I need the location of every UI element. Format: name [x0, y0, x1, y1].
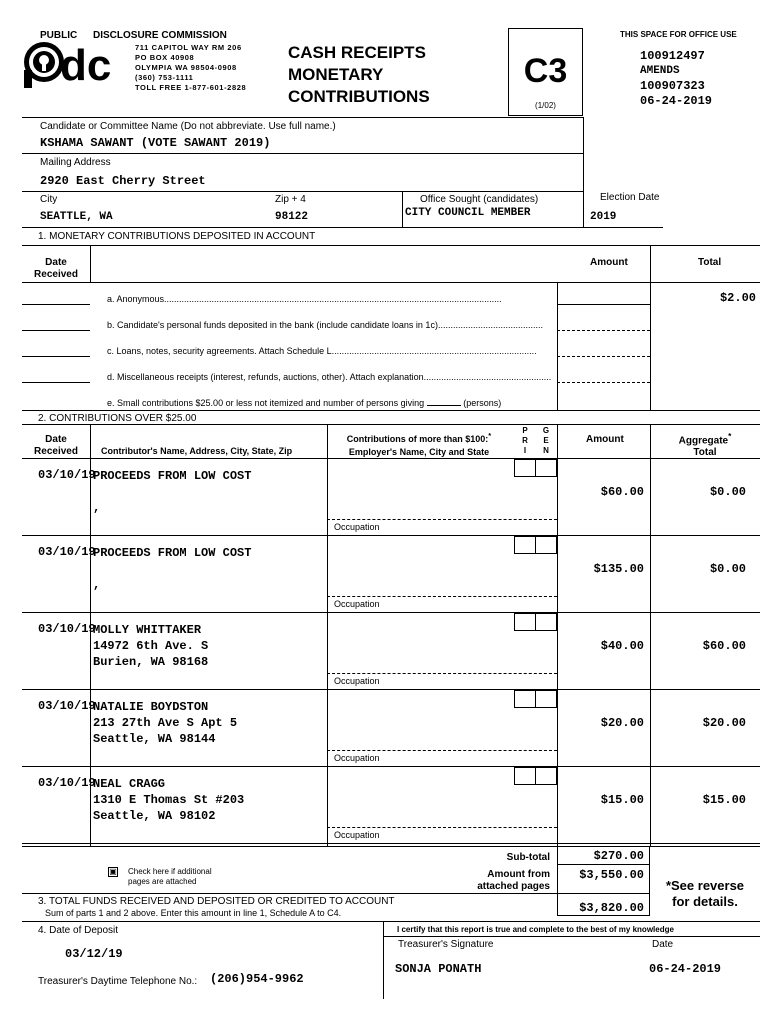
- section2-amount-label: Amount: [586, 434, 624, 445]
- contribution-date: 03/10/19: [38, 699, 96, 713]
- city-value: SEATTLE, WA: [40, 211, 113, 223]
- phone-value: (206)954-9962: [210, 972, 304, 986]
- pri-label: P R I: [522, 426, 528, 455]
- gen-checkbox[interactable]: [535, 613, 557, 631]
- occupation-label: Occupation: [334, 753, 380, 763]
- occupation-label: Occupation: [334, 599, 380, 609]
- occupation-label: Occupation: [334, 522, 380, 532]
- occupation-label: Occupation: [334, 830, 380, 840]
- employer-label: Contributions of more than $100:* Employer's Name, City and State: [346, 431, 492, 457]
- contributor-name-address: MOLLY WHITTAKER 14972 6th Ave. S Burien, WA 98168: [93, 623, 209, 669]
- contribution-date: 03/10/19: [38, 468, 96, 482]
- signature-label: Treasurer's Signature: [398, 939, 494, 950]
- form-code: C3: [523, 52, 568, 90]
- election-date-label: Election Date: [600, 192, 660, 203]
- pri-checkbox[interactable]: [514, 613, 536, 631]
- see-reverse-note: *See reverse for details.: [665, 878, 745, 909]
- office-sought-label: Office Sought (candidates): [420, 194, 539, 205]
- contribution-amount: $60.00: [600, 485, 644, 499]
- total3-value: $3,820.00: [579, 901, 644, 915]
- contributor-name-address: PROCEEDS FROM LOW COST ,: [93, 546, 252, 592]
- agency-address: 711 CAPITOL WAY RM 206 PO BOX 40908 OLYMPIA WA 98504-0908 (360) 753-1111 TOLL FREE 1-877-601-2828: [135, 43, 247, 92]
- section2-date-label: Date Received: [34, 434, 78, 457]
- agency-name-left: PUBLIC: [40, 30, 78, 41]
- aggregate-total: $0.00: [709, 562, 746, 576]
- form-version: (1/02): [535, 101, 556, 110]
- zip-label: Zip + 4: [275, 194, 306, 205]
- mailing-address-label: Mailing Address: [40, 157, 111, 168]
- candidate-name: KSHAMA SAWANT (VOTE SAWANT 2019): [40, 136, 271, 150]
- deposit-date-label: 4. Date of Deposit: [38, 925, 119, 936]
- contributor-name-address: PROCEEDS FROM LOW COST ,: [93, 469, 252, 515]
- form-title: CASH RECEIPTS MONETARY CONTRIBUTIONS: [288, 43, 430, 106]
- aggregate-total: $15.00: [702, 793, 746, 807]
- pri-checkbox[interactable]: [514, 767, 536, 785]
- additional-pages-checkbox[interactable]: ▣: [109, 867, 117, 876]
- additional-pages-label: Check here if additional pages are attached: [128, 867, 212, 886]
- section1-total-label: Total: [698, 257, 722, 268]
- contribution-amount: $15.00: [600, 793, 644, 807]
- certify-text: I certify that this report is true and complete to the best of my knowledge: [397, 925, 674, 934]
- attached-pages-value: $3,550.00: [579, 868, 644, 882]
- mailing-address: 2920 East Cherry Street: [40, 174, 206, 188]
- zip-value: 98122: [275, 211, 309, 223]
- office-use-block: 100912497 AMENDS 100907323 06-24-2019: [640, 49, 713, 108]
- city-label: City: [40, 194, 58, 205]
- line-a: a. Anonymous.......................................................................................................................................: [107, 294, 502, 304]
- line-e: e. Small contributions $25.00 or less not itemized and number of persons giving (persons): [107, 398, 502, 408]
- candidate-name-label: Candidate or Committee Name (Do not abbreviate. Use full name.): [40, 121, 336, 132]
- office-sought: CITY COUNCIL MEMBER: [405, 207, 531, 219]
- total3-label: 3. TOTAL FUNDS RECEIVED AND DEPOSITED OR CREDITED TO ACCOUNT: [38, 896, 395, 907]
- subtotal-value: $270.00: [593, 849, 644, 863]
- occupation-label: Occupation: [334, 676, 380, 686]
- aggregate-label: Aggregate* Total: [678, 431, 732, 459]
- attached-pages-label: Amount from attached pages: [477, 869, 550, 892]
- contribution-amount: $135.00: [593, 562, 644, 576]
- pri-checkbox[interactable]: [514, 536, 536, 554]
- gen-checkbox[interactable]: [535, 536, 557, 554]
- section1-date-label: Date Received: [34, 257, 78, 280]
- contribution-amount: $20.00: [600, 716, 644, 730]
- section1-heading: 1. MONETARY CONTRIBUTIONS DEPOSITED IN ACCOUNT: [38, 231, 316, 242]
- contribution-date: 03/10/19: [38, 776, 96, 790]
- contributor-name-address: NATALIE BOYDSTON 213 27th Ave S Apt 5 Seattle, WA 98144: [93, 700, 238, 746]
- gen-label: G E N: [542, 426, 550, 455]
- pri-checkbox[interactable]: [514, 459, 536, 477]
- gen-checkbox[interactable]: [535, 459, 557, 477]
- aggregate-total: $0.00: [709, 485, 746, 499]
- contribution-amount: $40.00: [600, 639, 644, 653]
- line-a-total: $2.00: [719, 291, 756, 305]
- office-use-label: THIS SPACE FOR OFFICE USE: [620, 30, 737, 39]
- pri-checkbox[interactable]: [514, 690, 536, 708]
- total3-sub: Sum of parts 1 and 2 above. Enter this amount in line 1, Schedule A to C4.: [45, 908, 342, 918]
- line-b: b. Candidate's personal funds deposited in the bank (include candidate loans in 1c)..........................................: [107, 320, 543, 330]
- svg-text:dc: dc: [60, 41, 112, 88]
- contribution-date: 03/10/19: [38, 545, 96, 559]
- gen-checkbox[interactable]: [535, 767, 557, 785]
- section1-amount-label: Amount: [590, 257, 628, 268]
- deposit-date: 03/12/19: [65, 947, 123, 961]
- line-d: d. Miscellaneous receipts (interest, refunds, auctions, other). Attach explanation...................................................: [107, 372, 552, 382]
- contribution-date: 03/10/19: [38, 622, 96, 636]
- treasurer-signature: SONJA PONATH: [395, 962, 482, 976]
- gen-checkbox[interactable]: [535, 690, 557, 708]
- signature-date-label: Date: [652, 939, 674, 950]
- signature-date: 06-24-2019: [649, 962, 722, 976]
- contributor-label: Contributor's Name, Address, City, State, Zip: [101, 446, 293, 456]
- contributor-name-address: NEAL CRAGG 1310 E Thomas St #203 Seattle, WA 98102: [93, 777, 245, 823]
- election-date: 2019: [590, 211, 617, 223]
- section2-heading: 2. CONTRIBUTIONS OVER $25.00: [38, 413, 197, 424]
- aggregate-total: $60.00: [702, 639, 746, 653]
- phone-label: Treasurer's Daytime Telephone No.:: [38, 976, 198, 987]
- line-c: c. Loans, notes, security agreements. Attach Schedule L..................................................................................: [107, 346, 537, 356]
- agency-name-right: DISCLOSURE COMMISSION: [93, 30, 227, 41]
- aggregate-total: $20.00: [702, 716, 746, 730]
- pdc-logo: [22, 40, 132, 88]
- subtotal-label: Sub-total: [506, 852, 550, 863]
